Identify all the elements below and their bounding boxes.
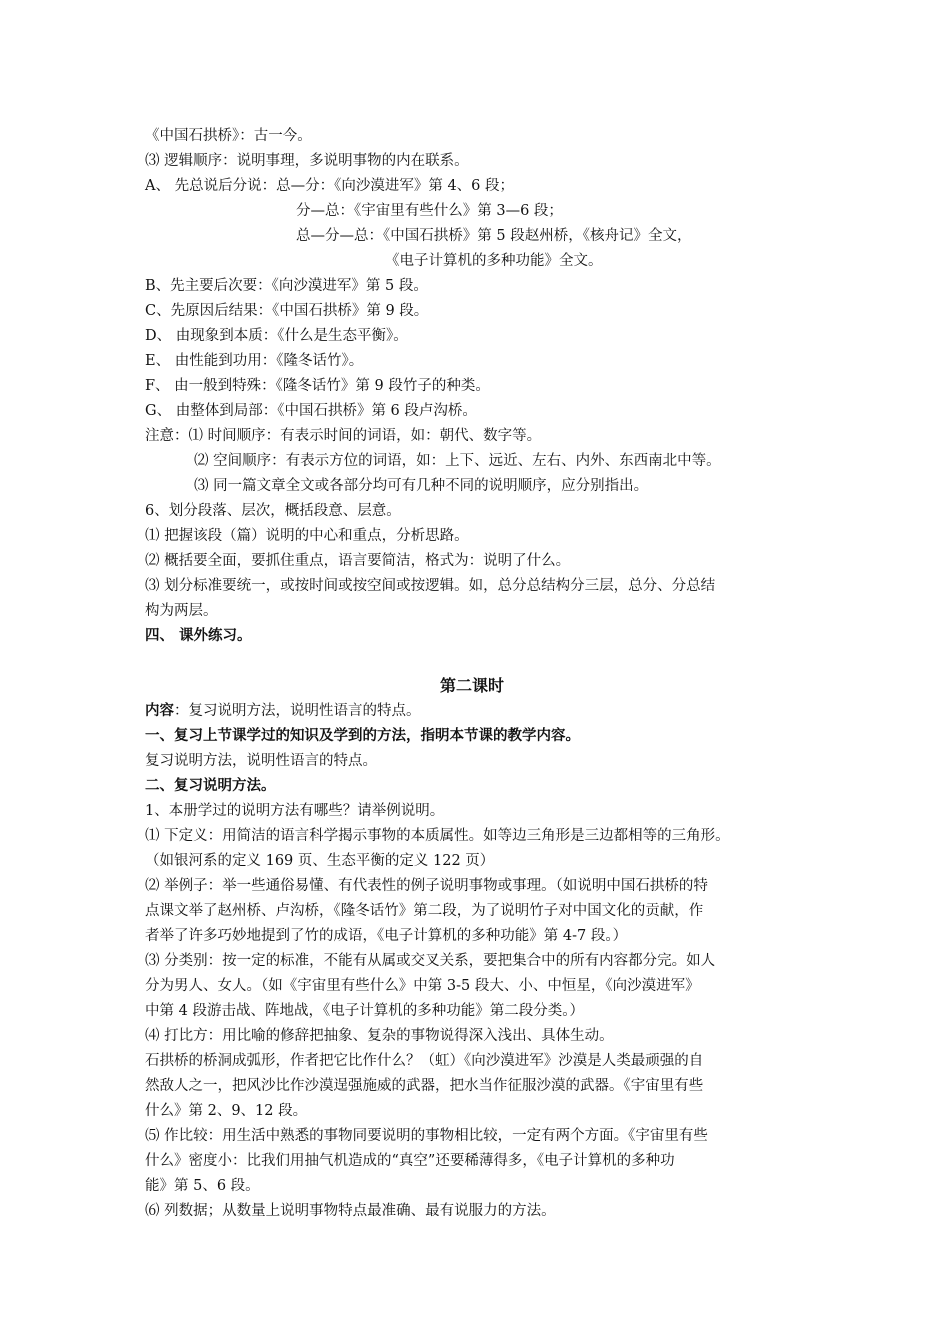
text-line: ⑹ 列数据；从数量上说明事物特点最准确、最有说服力的方法。: [145, 1203, 556, 1219]
text-line: 者举了许多巧妙地提到了竹的成语，《电子计算机的多种功能》第 4-7 段。）: [145, 928, 628, 944]
section-heading: 四、 课外练习。: [145, 627, 252, 644]
text-line: 什么》密度小：比我们用抽气机造成的“真空”还要稀薄得多，《电子计算机的多种功: [145, 1153, 675, 1169]
text-line: ⑶ 同一篇文章全文或各部分均可有几种不同的说明顺序，应分别指出。: [194, 478, 649, 494]
text-line: F、 由一般到特殊：《隆冬话竹》第 9 段竹子的种类。: [145, 378, 490, 394]
text-line: 注意：⑴ 时间顺序：有表示时间的词语，如：朝代、数字等。: [145, 428, 542, 444]
text-line: 构为两层。: [145, 603, 218, 619]
content-text: 复习说明方法，说明性语言的特点。: [188, 703, 421, 719]
text-line: 分为男人、女人。（如《宇宙里有些什么》中第 3-5 段大、小、中恒星，《向沙漠进军》: [145, 978, 700, 994]
section-heading: 二、复习说明方法。: [145, 777, 276, 794]
text-line: ⑶ 逻辑顺序：说明事理，多说明事物的内在联系。: [145, 153, 469, 169]
text-line: 石拱桥的桥洞成弧形，作者把它比作什么？（虹）《向沙漠进军》沙漠是人类最顽强的自: [145, 1053, 704, 1069]
text-line: G、 由整体到局部：《中国石拱桥》第 6 段卢沟桥。: [145, 403, 477, 419]
text-line: ⑵ 概括要全面，要抓住重点，语言要简洁，格式为：说明了什么。: [145, 553, 571, 569]
text-line: C、先原因后结果：《中国石拱桥》第 9 段。: [145, 303, 429, 319]
text-line: E、 由性能到功用：《隆冬话竹》。: [145, 353, 364, 369]
text-line: （如银河系的定义 169 页、生态平衡的定义 122 页）: [145, 853, 495, 869]
text-line: ⑵ 举例子：举一些通俗易懂、有代表性的例子说明事物或事理。（如说明中国石拱桥的特: [145, 878, 708, 894]
text-line: A、 先总说后分说：总—分：《向沙漠进军》第 4、6 段；: [145, 178, 514, 194]
text-line: 分—总：《宇宙里有些什么》第 3—6 段；: [296, 203, 563, 219]
text-line: 1、本册学过的说明方法有哪些？请举例说明。: [145, 803, 445, 819]
text-line: ⑴ 下定义：用简洁的语言科学揭示事物的本质属性。如等边三角形是三边都相等的三角形。: [145, 828, 730, 844]
text-line: ⑶ 分类别：按一定的标准，不能有从属或交叉关系，要把集合中的所有内容都分完。如人: [145, 953, 716, 969]
lesson-title: 第二课时: [440, 676, 505, 695]
text-line: 能》第 5、6 段。: [145, 1178, 260, 1194]
text-line: ⑴ 把握该段（篇）说明的中心和重点，分析思路。: [145, 528, 469, 544]
text-line: 6、划分段落、层次，概括段意、层意。: [145, 503, 401, 519]
text-line: 总—分—总：《中国石拱桥》第 5 段赵州桥，《核舟记》全文，: [296, 228, 692, 244]
text-line: ⑸ 作比较：用生活中熟悉的事物同要说明的事物相比较，一定有两个方面。《宇宙里有些: [145, 1128, 708, 1144]
content-line: 内容：复习说明方法，说明性语言的特点。: [145, 702, 421, 719]
content-label: 内容: [145, 702, 174, 719]
text-line: B、先主要后次要：《向沙漠进军》第 5 段。: [145, 278, 428, 294]
text-line: 点课文举了赵州桥、卢沟桥，《隆冬话竹》第二段，为了说明竹子对中国文化的贡献，作: [145, 903, 704, 919]
text-line: 《中国石拱桥》：古一今。: [145, 128, 312, 144]
text-line: 然敌人之一，把风沙比作沙漠逞强施威的武器，把水当作征服沙漠的武器。《宇宙里有些: [145, 1078, 704, 1094]
text-line: 《电子计算机的多种功能》全文。: [385, 253, 603, 269]
text-line: ⑵ 空间顺序：有表示方位的词语，如：上下、远近、左右、内外、东西南北中等。: [194, 453, 721, 469]
text-line: D、 由现象到本质：《什么是生态平衡》。: [145, 328, 408, 344]
text-line: ⑷ 打比方：用比喻的修辞把抽象、复杂的事物说得深入浅出、具体生动。: [145, 1028, 614, 1044]
text-line: ⑶ 划分标准要统一，或按时间或按空间或按逻辑。如，总分总结构分三层，总分、分总结: [145, 578, 716, 594]
section-heading: 一、复习上节课学过的知识及学到的方法，指明本节课的教学内容。: [145, 727, 580, 744]
text-line: 什么》第 2、9、12 段。: [145, 1103, 308, 1119]
text-line: 中第 4 段游击战、阵地战，《电子计算机的多种功能》第二段分类。）: [145, 1003, 584, 1019]
text-line: 复习说明方法，说明性语言的特点。: [145, 753, 377, 769]
